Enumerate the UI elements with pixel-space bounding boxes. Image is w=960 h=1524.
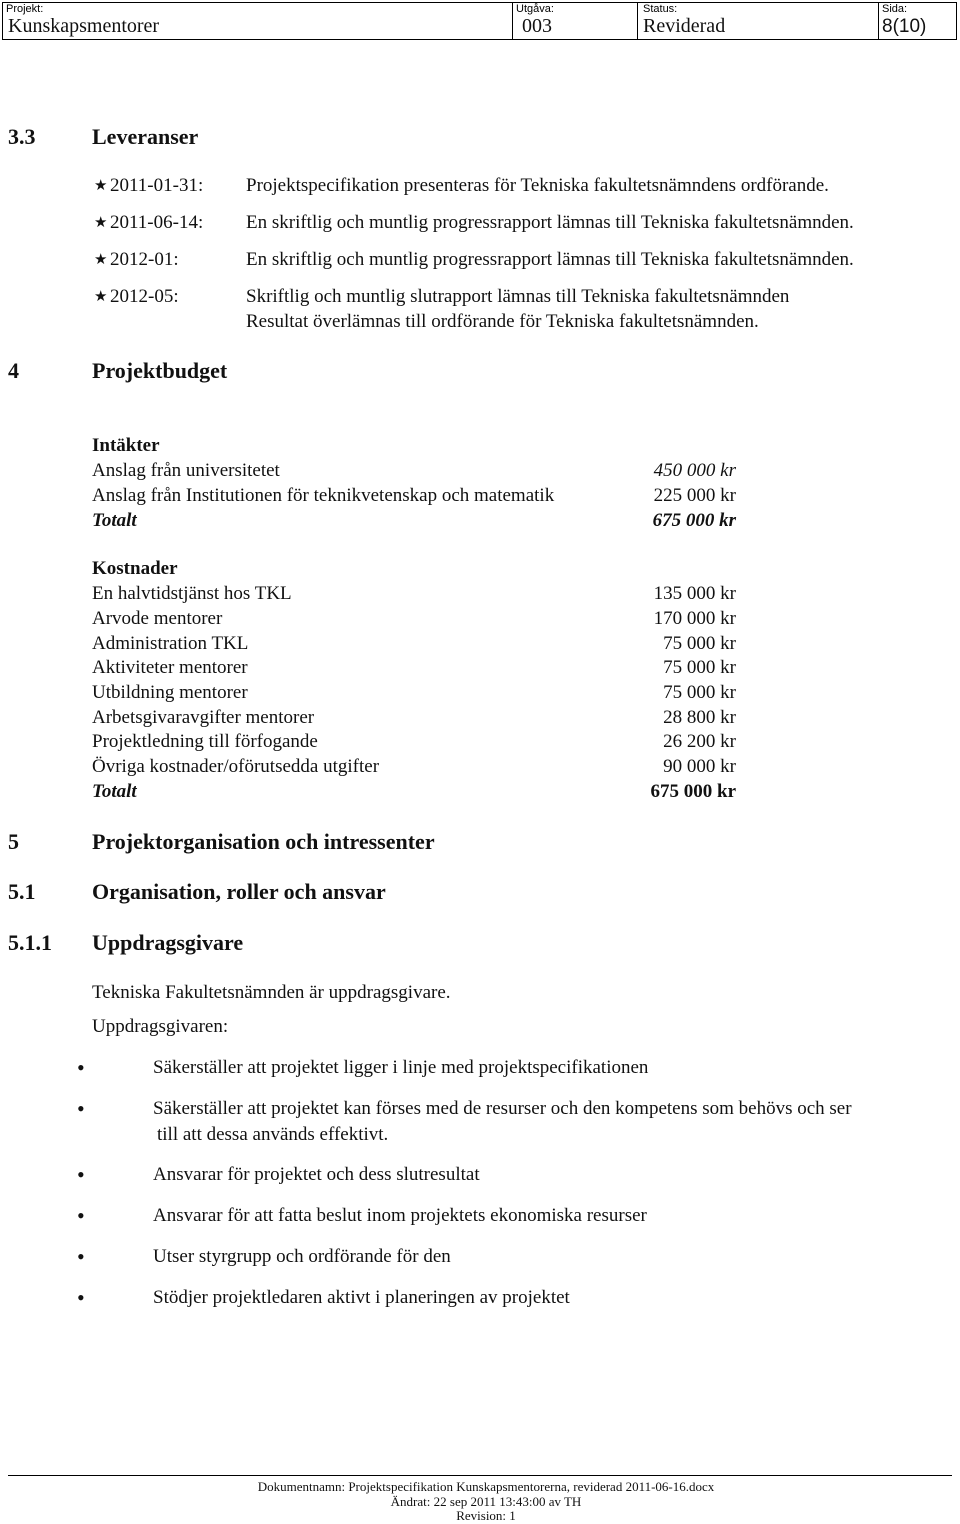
section-number: 5 (8, 829, 19, 854)
income-title: Intäkter (92, 435, 160, 456)
section-heading: Organisation, roller och ansvar (92, 879, 386, 904)
cost-total: 675 000 kr (650, 781, 736, 802)
income-amount: 225 000 kr (653, 485, 736, 506)
footer-changed: Ändrat: 22 sep 2011 13:43:00 av TH (390, 1494, 582, 1509)
paragraph: Tekniska Fakultetsnämnden är uppdragsgivare. (92, 982, 451, 1003)
cost-label: Utbildning mentorer (92, 682, 248, 703)
bullet-icon: • (77, 1096, 85, 1121)
income-total: 675 000 kr (652, 510, 736, 531)
list-item: Ansvarar för projektet och dess slutresultat (153, 1164, 480, 1185)
page-label: Sida: (882, 3, 908, 15)
income-label: Anslag från universitetet (92, 460, 280, 481)
cost-amount: 90 000 kr (663, 756, 736, 777)
delivery-text: Resultat överlämnas till ordförande för Tekniska fakultetsnämnden. (246, 311, 759, 332)
list-item: Utser styrgrupp och ordförande för den (153, 1246, 451, 1267)
star-icon: ★ (94, 215, 108, 231)
cost-label: Övriga kostnader/oförutsedda utgifter (92, 756, 380, 777)
header-divider (512, 2, 513, 40)
list-item: Stödjer projektledaren aktivt i planeringen av projektet (153, 1287, 570, 1308)
cost-total-label: Totalt (92, 781, 137, 802)
delivery-date: 2012-05: (110, 286, 179, 307)
cost-amount: 170 000 kr (653, 608, 736, 629)
list-item: Säkerställer att projektet ligger i linje med projektspecifikationen (153, 1057, 649, 1078)
star-icon: ★ (94, 289, 108, 305)
section-number: 4 (8, 358, 19, 383)
cost-amount: 75 000 kr (663, 657, 736, 678)
cost-label: Arvode mentorer (92, 608, 223, 629)
delivery-text: En skriftlig och muntlig progressrapport lämnas till Tekniska fakultetsnämnden. (246, 212, 854, 233)
status-label: Status: (643, 3, 678, 15)
project-value: Kunskapsmentorer (8, 15, 160, 37)
bullet-icon: • (77, 1285, 85, 1310)
section-heading: Uppdragsgivare (92, 930, 244, 955)
list-item: till att dessa används effektivt. (157, 1124, 389, 1145)
delivery-date: 2011-01-31: (110, 175, 204, 196)
cost-label: Aktiviteter mentorer (92, 657, 248, 678)
bullet-icon: • (77, 1162, 85, 1187)
header-divider (637, 2, 638, 40)
cost-amount: 26 200 kr (663, 731, 736, 752)
section-heading: Projektbudget (92, 358, 228, 383)
bullet-icon: • (77, 1055, 85, 1080)
income-amount: 450 000 kr (653, 460, 736, 481)
header-divider (878, 2, 879, 40)
list-item: Säkerställer att projektet kan förses med de resurser och den kompetens som behövs och ser (153, 1098, 852, 1119)
section-heading: Projektorganisation och intressenter (92, 829, 435, 854)
cost-label: Arbetsgivaravgifter mentorer (92, 707, 315, 728)
delivery-text: En skriftlig och muntlig progressrapport lämnas till Tekniska fakultetsnämnden. (246, 249, 854, 270)
income-label: Anslag från Institutionen för teknikvetenskap och matematik (92, 485, 555, 506)
cost-amount: 135 000 kr (653, 583, 736, 604)
issue-label: Utgåva: (516, 3, 554, 15)
section-number: 3.3 (8, 124, 36, 149)
cost-label: Projektledning till förfogande (92, 731, 318, 752)
status-value: Reviderad (643, 15, 726, 37)
footer-revision: Revision: 1 (456, 1508, 516, 1523)
footer-rule (8, 1475, 952, 1476)
star-icon: ★ (94, 252, 108, 268)
list-item: Ansvarar för att fatta beslut inom projektets ekonomiska resurser (153, 1205, 647, 1226)
section-number: 5.1.1 (8, 930, 52, 955)
cost-amount: 75 000 kr (663, 682, 736, 703)
delivery-text: Skriftlig och muntlig slutrapport lämnas till Tekniska fakultetsnämnden (246, 286, 790, 307)
delivery-text: Projektspecifikation presenteras för Tekniska fakultetsnämndens ordförande. (246, 175, 829, 196)
project-label: Projekt: (6, 3, 44, 15)
cost-title: Kostnader (92, 558, 178, 579)
section-heading: Leveranser (92, 124, 199, 149)
delivery-date: 2012-01: (110, 249, 179, 270)
cost-label: Administration TKL (92, 633, 249, 654)
delivery-date: 2011-06-14: (110, 212, 204, 233)
bullet-icon: • (77, 1203, 85, 1228)
section-number: 5.1 (8, 879, 36, 904)
footer-docname: Dokumentnamn: Projektspecifikation Kunskapsmentorerna, reviderad 2011-06-16.docx (257, 1479, 715, 1494)
cost-amount: 28 800 kr (663, 707, 736, 728)
bullet-icon: • (77, 1244, 85, 1269)
cost-amount: 75 000 kr (663, 633, 736, 654)
cost-label: En halvtidstjänst hos TKL (92, 583, 292, 604)
star-icon: ★ (94, 178, 108, 194)
paragraph: Uppdragsgivaren: (92, 1016, 229, 1037)
page-number: 8(10) (882, 16, 927, 37)
issue-value: 003 (522, 15, 552, 37)
income-total-label: Totalt (92, 510, 137, 531)
